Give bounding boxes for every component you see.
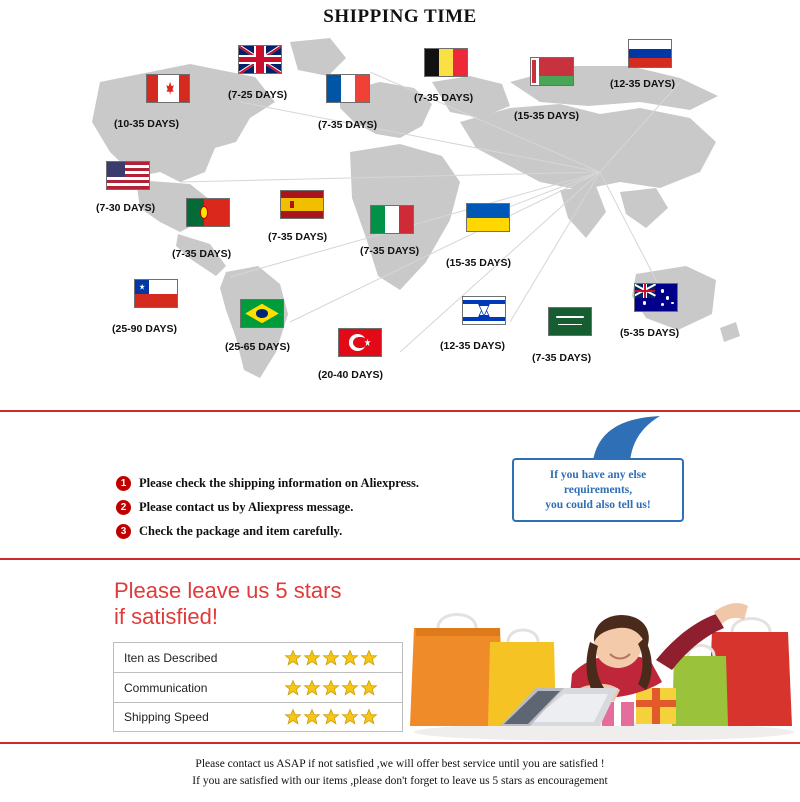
rating-label-communication: Communication (124, 680, 208, 695)
footer-note (0, 742, 800, 802)
star-icon (322, 649, 340, 667)
star-icon (284, 708, 302, 726)
shopper-illustration (404, 576, 800, 742)
review-heading-line1: Please leave us 5 stars (114, 578, 342, 603)
label-portugal: (7-35 DAYS) (172, 248, 232, 260)
label-turkey: (20-40 DAYS) (318, 369, 383, 381)
rating-row (113, 642, 403, 672)
star-icon (322, 708, 340, 726)
star-icon (284, 649, 302, 667)
flag-saudi-arabia (548, 307, 592, 336)
flag-france (326, 74, 370, 103)
star-icon (341, 679, 359, 697)
star-icon (303, 679, 321, 697)
flag-belgium (424, 48, 468, 77)
flag-israel (462, 296, 506, 325)
note-number-2: 2 (116, 500, 131, 515)
label-chile: (25-90 DAYS) (112, 323, 177, 335)
note-item (116, 476, 419, 491)
flag-italy (370, 205, 414, 234)
rating-table (113, 642, 403, 732)
star-icon (360, 708, 378, 726)
note-text-3: Check the package and item carefully. (139, 524, 343, 538)
rating-row (113, 672, 403, 702)
stars-communication (284, 679, 378, 697)
label-ukraine: (15-35 DAYS) (446, 257, 511, 269)
label-russia: (12-35 DAYS) (610, 78, 675, 90)
label-canada: (10-35 DAYS) (114, 118, 179, 130)
rating-label-shipping-speed: Shipping Speed (124, 710, 209, 724)
flag-russia (628, 39, 672, 68)
star-icon (303, 649, 321, 667)
label-belgium: (7-35 DAYS) (414, 92, 474, 104)
label-belarus: (15-35 DAYS) (514, 110, 579, 122)
label-france: (7-35 DAYS) (318, 119, 378, 131)
bubble-text: If you have any else requirements, you could also tell us! (545, 468, 651, 511)
shopper-photo (404, 576, 800, 742)
note-number-1: 1 (116, 476, 131, 491)
label-brazil: (25-65 DAYS) (225, 341, 290, 353)
star-icon (360, 679, 378, 697)
flag-ukraine (466, 203, 510, 232)
star-icon (303, 708, 321, 726)
label-saudi-arabia: (7-35 DAYS) (532, 352, 592, 364)
flag-usa (106, 161, 150, 190)
flag-brazil (240, 299, 284, 328)
requirements-bubble (512, 458, 684, 522)
review-heading (114, 578, 341, 630)
note-number-3: 3 (116, 524, 131, 539)
footer-line-2: If you are satisfied with our items ,please don't forget to leave us 5 stars as encouragement (192, 775, 608, 787)
flag-australia (634, 283, 678, 312)
label-australia: (5-35 DAYS) (620, 327, 680, 339)
review-heading-line2: if satisfied! (114, 604, 218, 629)
label-usa: (7-30 DAYS) (96, 202, 156, 214)
stars-shipping-speed (284, 708, 378, 726)
label-spain: (7-35 DAYS) (268, 231, 328, 243)
flag-portugal (186, 198, 230, 227)
flag-spain (280, 190, 324, 219)
stars-item-described (284, 649, 378, 667)
star-icon (284, 679, 302, 697)
star-icon (322, 679, 340, 697)
note-text-2: Please contact us by Aliexpress message. (139, 500, 354, 514)
notes-list (116, 476, 419, 548)
star-icon (360, 649, 378, 667)
flag-turkey (338, 328, 382, 357)
flag-belarus (530, 57, 574, 86)
label-israel: (12-35 DAYS) (440, 340, 505, 352)
note-item (116, 524, 419, 539)
flag-uk (238, 45, 282, 74)
note-item (116, 500, 419, 515)
rating-label-item-described: Iten as Described (124, 650, 218, 665)
flag-chile (134, 279, 178, 308)
label-uk: (7-25 DAYS) (228, 89, 288, 101)
rating-row (113, 702, 403, 732)
note-text-1: Please check the shipping information on Aliexpress. (139, 476, 419, 490)
star-icon (341, 649, 359, 667)
page-title: SHIPPING TIME (323, 6, 477, 27)
star-icon (341, 708, 359, 726)
review-request-section (0, 560, 800, 742)
footer-line-1: Please contact us ASAP if not satisfied ,we will offer best service until you are satisfied ! (195, 758, 605, 770)
flag-canada (146, 74, 190, 103)
label-italy: (7-35 DAYS) (360, 245, 420, 257)
